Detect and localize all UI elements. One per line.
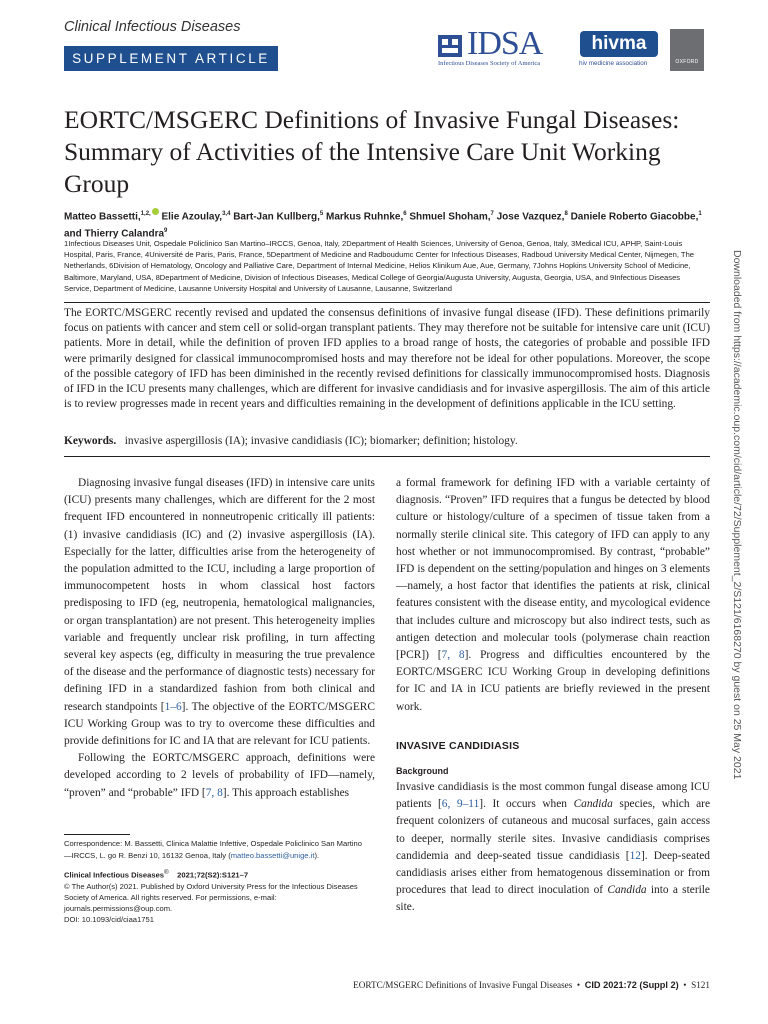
journal-name: Clinical Infectious Diseases [64,19,241,35]
keywords-label: Keywords. [64,435,117,447]
paragraph: Following the EORTC/MSGERC approach, definitions were developed according to 2 levels of probability of IFD—namely, “proven” and “probable” IFD [7, 8]. This approach establishes [64,752,375,799]
section-heading: INVASIVE CANDIDIASIS [396,740,520,752]
citation-volume: 2021;72(S2):S121–7 [177,870,249,880]
copyright: © The Author(s) 2021. Published by Oxford University Press for the Infectious Diseases Society of America. All rights reserved. For permissions, e-mail: journals.permissions@oup.com. [64,881,358,914]
download-watermark-text: Downloaded from https://academic.oup.com/cid/article/72/Supplement_2/S121/6168270 by guest on 25 May 2021 [731,250,743,780]
citation-link[interactable]: 7, 8 [441,649,465,662]
running-title: EORTC/MSGERC Definitions of Invasive Fungal Diseases [353,980,573,990]
download-watermark [728,250,748,850]
oxford-logo: OXFORD [670,29,704,71]
doi[interactable]: DOI: 10.1093/cid/ciaa1751 [64,915,154,925]
article-title: EORTC/MSGERC Definitions of Invasive Fungal Diseases: Summary of Activities of the Intensive Care Unit Working Group [64,105,680,198]
author-list: Matteo Bassetti,$^{1,2,}$ Elie Azoulay,$^{3,4}$ Bart-Jan Kullberg,$^5$ Markus Ruhnke,$^6$ Shmuel Shoham,$^7$ Jose Vazquez,$^8$ Daniele Roberto Giacobbe,$^1$ and Thierry Calandra$^9$ [64,207,704,242]
abstract-top-rule [64,302,710,303]
author: Markus Ruhnke, [326,211,404,223]
article-type-banner: SUPPLEMENT ARTICLE [64,46,278,71]
citation-journal: Clinical Infectious Diseases [64,870,165,880]
page-footer: EORTC/MSGERC Definitions of Invasive Fungal Diseases • CID 2021:72 (Suppl 2) • S121 [353,980,710,990]
citation-link[interactable]: 12 [629,849,641,862]
citation-link[interactable]: 6, 9–11 [441,798,480,811]
idsa-logo-icon [436,31,464,63]
abstract: The EORTC/MSGERC recently revised and updated the consensus definitions of invasive fungal disease (IFD). These definitions primarily focus on patients with cancer and stem cell or solid-organ transplant patients. They may therefore not be suitable for intensive care unit (ICU) patients. More in detail, while the definition of proven IFD applies to a broad range of hosts, the categories of probable and possible IFD were primarily designed for classical immunocompromised hosts and may therefore not be ideal for other populations. Moreover, the scope of the possible category of IFD has been diminished in the recently revised definitions for classically immunocompromised hosts. Diagnosis of IFD in the ICU presents many challenges, which are different for invasive candidiasis and for invasive aspergillosis. The aim of this article is to review progresses made in recent years and difficulties remaining in the development of definitions applicable in the ICU setting. [64,307,710,411]
citation-link[interactable]: 1–6 [164,700,182,713]
author: Bart-Jan Kullberg, [233,211,320,223]
author: Jose Vazquez, [496,211,565,223]
author: and Thierry Calandra [64,228,165,240]
body-column-right [396,475,710,716]
body-column-right-section [396,779,710,917]
author: Daniele Roberto Giacobbe, [570,211,699,223]
footnote-rule [64,834,130,835]
keywords-text: invasive aspergillosis (IA); invasive candidiasis (IC); biomarker; definition; histology. [124,435,518,447]
paragraph: Invasive candidiasis is the most common fungal disease among ICU patients [6, 9–11]. It occurs when Candida species, which are frequent colonizers of cutaneous and mucosal surfaces, gain access to deeper, normally sterile sites. Invasive candidiasis comprises candidemia and deep-seated tissue candidiasis [12]. Deep-seated candidiasis arises either from hematogenous dissemination or from procedures that lead to direct inoculation of Candida into a sterile site. [396,781,711,914]
subsection-heading: Background [396,766,449,776]
publisher-logos [436,25,736,71]
correspondence: Correspondence: M. Bassetti, Clinica Malattie Infettive, Ospedale Policlinico San Martino—IRCCS, L. go R. Benzi 10, 16132 Genoa, Italy (matteo.bassetti@unige.it). [64,839,362,860]
hivma-logo: hivma [580,31,658,57]
affiliations: 1Infectious Diseases Unit, Ospedale Policlinico San Martino–IRCCS, Genoa, Italy, 2Department of Health Sciences, University of Genoa, Genoa, Italy, 3Medical ICU, APHP, Saint-Louis Hospital, Paris, France, 4Université de Paris, Paris, France, 5Department of Medicine and Radboudumc Center for Infectious Diseases, Radboud University Medical Center, Nijmegen, The Netherlands, 6Division of Hematology, Oncology and Palliative Care, Department of Internal Medicine, Helios Klinikum Aue, Aue, Germany, 7Johns Hopkins University School of Medicine, Baltimore, Maryland, USA, 8Department of Medicine, Division of Infectious Diseases, Medical College of Georgia/Augusta University, Augusta, Georgia, USA, and 9Infectious Diseases Service, Department of Medicine, Lausanne University Hospital and University of Lausanne, Lausanne, Switzerland [64,239,695,293]
paragraph: a formal framework for defining IFD with a variable certainty of diagnosis. “Proven” IFD requires that a fungus be detected by blood culture or histology/culture of a specimen of tissue taken from a normally sterile clinical site. This category of IFD can apply to any host whether or not immunocompromised. By contrast, “probable” IFD is dependent on the setting/population and hinges on 3 elements—namely, a host factor that identifies the patients at risk, clinical features consistent with the disease entity, and mycological evidence that includes culture and microscopy but also indirect tests, such as antigen detection and molecular tools (polymerase chain reaction [PCR]) [7, 8]. Progress and difficulties encountered by the EORTC/MSGERC ICU Working Group in developing definitions for IC and IA in ICU patients are briefly reviewed in the present work. [396,477,710,713]
page-number: S121 [691,980,710,990]
orcid-icon[interactable] [152,208,159,215]
email-link[interactable]: matteo.bassetti@unige.it [230,851,315,860]
paragraph: Diagnosing invasive fungal diseases (IFD) in intensive care units (ICU) presents many challenges, which are different for the 2 most frequent IFD encountered in nonneutropenic critically ill patients: (1) invasive candidiasis (IC) and (2) invasive aspergillosis (IA). Especially for the latter, difficulties arise from the heterogeneity of the population admitted to the ICU, including a large proportion of immunocompetent hosts in whom classical host factors predisposing to IFD (eg, neutropenia, hematological malignancies, or organ transplantation) are not present. This heterogeneity implies variable and frequently unclear risk profiling, in turn affecting several key aspects (eg, difficulty in measuring the true prevalence of the disease and the performance of diagnostic tests) necessary for defining IFD in a standardized fashion from both clinical and research standpoints [1–6]. The objective of the EORTC/MSGERC ICU Working Group was to try to overcome these difficulties and provide definitions for IC and IA that are relevant for ICU patients. [64,477,375,748]
citation-block: Clinical Infectious Diseases® 2021;72(S2):S121–7 © The Author(s) 2021. Published by Oxford University Press for the Infectious Diseases Society of America. All rights reserved. For permissions, e-mail: journals.permissions@oup.com. DOI: 10.1093/cid/ciaa1751 [64,867,369,926]
body-column-left [64,475,375,802]
footer-cid: CID 2021:72 (Suppl 2) [584,980,679,990]
citation-link[interactable]: 7, 8 [205,786,223,799]
author: Matteo Bassetti, [64,211,141,223]
author: Elie Azoulay, [161,211,223,223]
keywords [64,434,710,449]
idsa-logo: IDSA [467,25,543,62]
abstract-bottom-rule [64,456,710,457]
idsa-tagline: Infectious Diseases Society of America [438,60,541,67]
author: Shmuel Shoham, [409,211,491,223]
hivma-tagline: hiv medicine association [579,60,648,67]
